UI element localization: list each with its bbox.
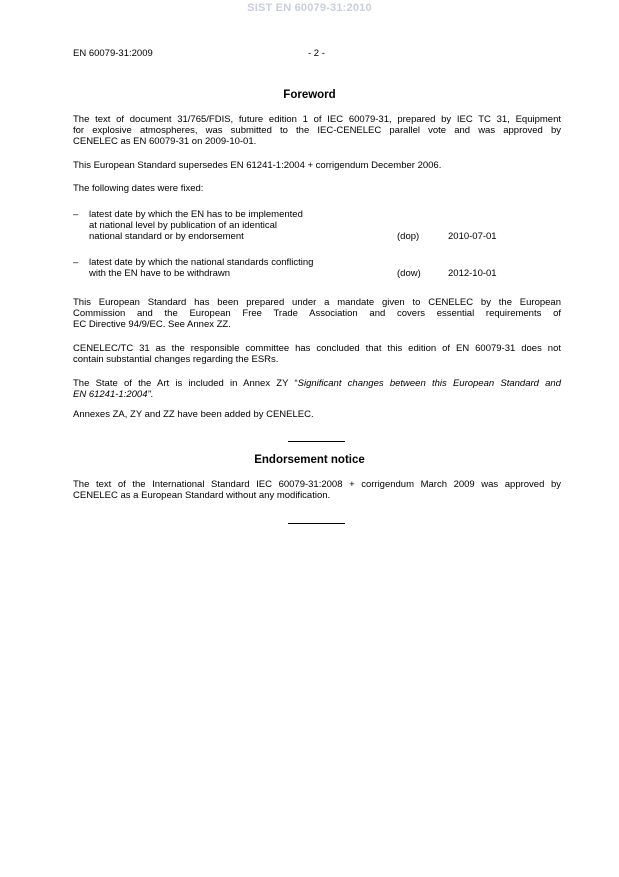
section-divider [288,441,345,442]
date-abbreviation: (dop) [397,231,420,242]
foreword-paragraph-4 [73,297,561,330]
foreword-paragraph-3 [73,183,561,194]
text-line: latest date by which the national standards conflicting [89,257,314,268]
text-line: This European Standard supersedes EN 61241-1:2004 + corrigendum December 2006. [73,160,442,171]
foreword-paragraph-6 [73,378,561,400]
text-line: Commission and the European Free Trade Association and covers essential requirements of [73,308,561,319]
text-line: CENELEC as EN 60079-31 on 2009-10-01. [73,136,257,147]
date-item-description [89,209,379,242]
document-id: EN 60079-31:2009 [73,48,153,59]
text-line: latest date by which the EN has to be implemented [89,209,303,220]
list-dash: – [73,257,79,268]
foreword-paragraph-2 [73,160,561,171]
endorsement-title: Endorsement notice [254,454,365,466]
text-line: Annexes ZA, ZY and ZZ have been added by CENELEC. [73,409,314,420]
text-line: with the EN have to be withdrawn [89,268,230,279]
text-line: contain substantial changes regarding the ESRs. [73,354,279,365]
date-item-description [89,257,379,279]
text-line: at national level by publication of an identical [89,220,278,231]
watermark: SIST EN 60079-31:2010 [247,2,372,14]
text-line: CENELEC as a European Standard without any modification. [73,490,331,501]
end-divider [288,523,345,524]
text-line: national standard or by endorsement [89,231,244,242]
text-line: The following dates were fixed: [73,183,204,194]
text-line: The text of the International Standard IEC 60079-31:2008 + corrigendum March 2009 was approved by [73,479,561,490]
endorsement-paragraph [73,479,561,501]
text-line: This European Standard has been prepared under a mandate given to CENELEC by the European [73,297,561,308]
foreword-title: Foreword [283,89,336,101]
list-dash: – [73,209,79,220]
text-line: for explosive atmospheres, was submitted to the IEC-CENELEC parallel vote and was approved by [73,125,561,136]
foreword-paragraph-7 [73,409,561,420]
date-value: 2010-07-01 [448,231,497,242]
italic-title: Significant changes between this European Standard and [297,378,561,389]
text-line [73,389,561,400]
text-line: CENELEC/TC 31 as the responsible committee has concluded that this edition of EN 60079-31 does not [73,343,561,354]
foreword-paragraph-1 [73,114,561,147]
foreword-paragraph-5 [73,343,561,365]
date-value: 2012-10-01 [448,268,497,279]
page-number: - 2 - [308,48,325,59]
text-line: EC Directive 94/9/EC. See Annex ZZ. [73,319,231,330]
text-line [73,378,561,389]
text-run: The State of the Art is included in Annex ZY “ [73,378,298,389]
date-abbreviation: (dow) [397,268,421,279]
italic-title: EN 61241-1:2004". [73,389,154,400]
text-line: The text of document 31/765/FDIS, future edition 1 of IEC 60079-31, prepared by IEC TC 31, Equipment [73,114,561,125]
